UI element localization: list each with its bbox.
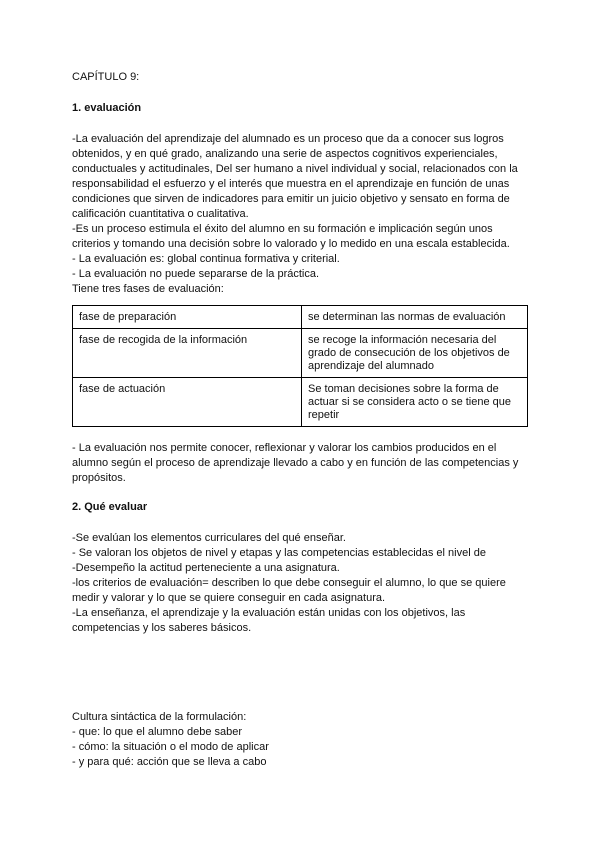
paragraph-line: -Se evalúan los elementos curriculares del qué enseñar. bbox=[72, 532, 346, 544]
phase-cell: fase de actuación bbox=[73, 378, 302, 427]
table-row bbox=[73, 378, 528, 427]
section-1-heading: 1. evaluación bbox=[72, 102, 142, 114]
list-item: - que: lo que el alumno debe saber bbox=[72, 726, 243, 738]
phase-cell: fase de preparación bbox=[73, 306, 302, 329]
paragraph-line: -La enseñanza, el aprendizaje y la evaluación están unidas con los objetivos, las bbox=[72, 607, 466, 619]
paragraph-line: responsabilidad el esfuerzo y el interés que muestra en el aprendizaje en función de unas bbox=[72, 178, 510, 190]
section-3-list bbox=[72, 710, 528, 770]
description-cell: se recoge la información necesaria del grado de consecución de los objetivos de aprendizaje del alumnado bbox=[302, 329, 528, 378]
spacer bbox=[72, 652, 528, 710]
list-item: - cómo: la situación o el modo de aplicar bbox=[72, 741, 269, 753]
description-cell: se determinan las normas de evaluación bbox=[302, 306, 528, 329]
paragraph-line: -Desempeño la actitud perteneciente a una asignatura. bbox=[72, 562, 340, 574]
after-table-paragraph bbox=[72, 441, 528, 486]
paragraph-line: -Es un proceso estimula el éxito del alumno en su formación e implicación según unos bbox=[72, 223, 493, 235]
section-2-heading: 2. Qué evaluar bbox=[72, 501, 148, 513]
paragraph-line: - La evaluación es: global continua formativa y criterial. bbox=[72, 253, 340, 265]
description-cell: Se toman decisiones sobre la forma de actuar si se considera acto o se tiene que repetir bbox=[302, 378, 528, 427]
list-item: Cultura sintáctica de la formulación: bbox=[72, 711, 247, 723]
paragraph-line: propósitos. bbox=[72, 472, 126, 484]
paragraph-line: calificación cuantitativa o cualitativa. bbox=[72, 208, 249, 220]
table-row bbox=[73, 306, 528, 329]
paragraph-line: -La evaluación del aprendizaje del alumnado es un proceso que da a conocer sus logros bbox=[72, 133, 504, 145]
paragraph-line: obtenidos, y en qué grado, analizando una serie de aspectos cognitivos experienciales, bbox=[72, 148, 498, 160]
section-2-paragraph bbox=[72, 531, 528, 636]
evaluation-phases-table bbox=[72, 305, 528, 427]
chapter-title: CAPÍTULO 9: bbox=[72, 71, 140, 83]
paragraph-line: -los criterios de evaluación= describen lo que debe conseguir el alumno, lo que se quiere bbox=[72, 577, 506, 589]
paragraph-line: - La evaluación no puede separarse de la práctica. bbox=[72, 268, 320, 280]
section-1-paragraph bbox=[72, 132, 528, 297]
paragraph-line: condiciones que sirven de indicadores para emitir un juicio objetivo y sensato en forma de bbox=[72, 193, 510, 205]
paragraph-line: competencias y los saberes básicos. bbox=[72, 622, 252, 634]
paragraph-line: alumno según el proceso de aprendizaje llevado a cabo y en función de las competencias y bbox=[72, 457, 519, 469]
paragraph-line: - La evaluación nos permite conocer, reflexionar y valorar los cambios producidos en el bbox=[72, 442, 497, 454]
list-item: - y para qué: acción que se lleva a cabo bbox=[72, 756, 267, 768]
paragraph-line: - Se valoran los objetos de nivel y etapas y las competencias establecidas el nivel de bbox=[72, 547, 486, 559]
document-page bbox=[72, 70, 528, 786]
phase-cell: fase de recogida de la información bbox=[73, 329, 302, 378]
table-row bbox=[73, 329, 528, 378]
paragraph-line: Tiene tres fases de evaluación: bbox=[72, 283, 224, 295]
paragraph-line: conductuales y actitudinales, Del ser humano a nivel individual y social, relacionados con la bbox=[72, 163, 518, 175]
paragraph-line: criterios y tomando una decisión sobre lo valorado y lo medido en una escala establecida. bbox=[72, 238, 510, 250]
paragraph-line: medir y valorar y lo que se quiere conseguir en cada asignatura. bbox=[72, 592, 386, 604]
